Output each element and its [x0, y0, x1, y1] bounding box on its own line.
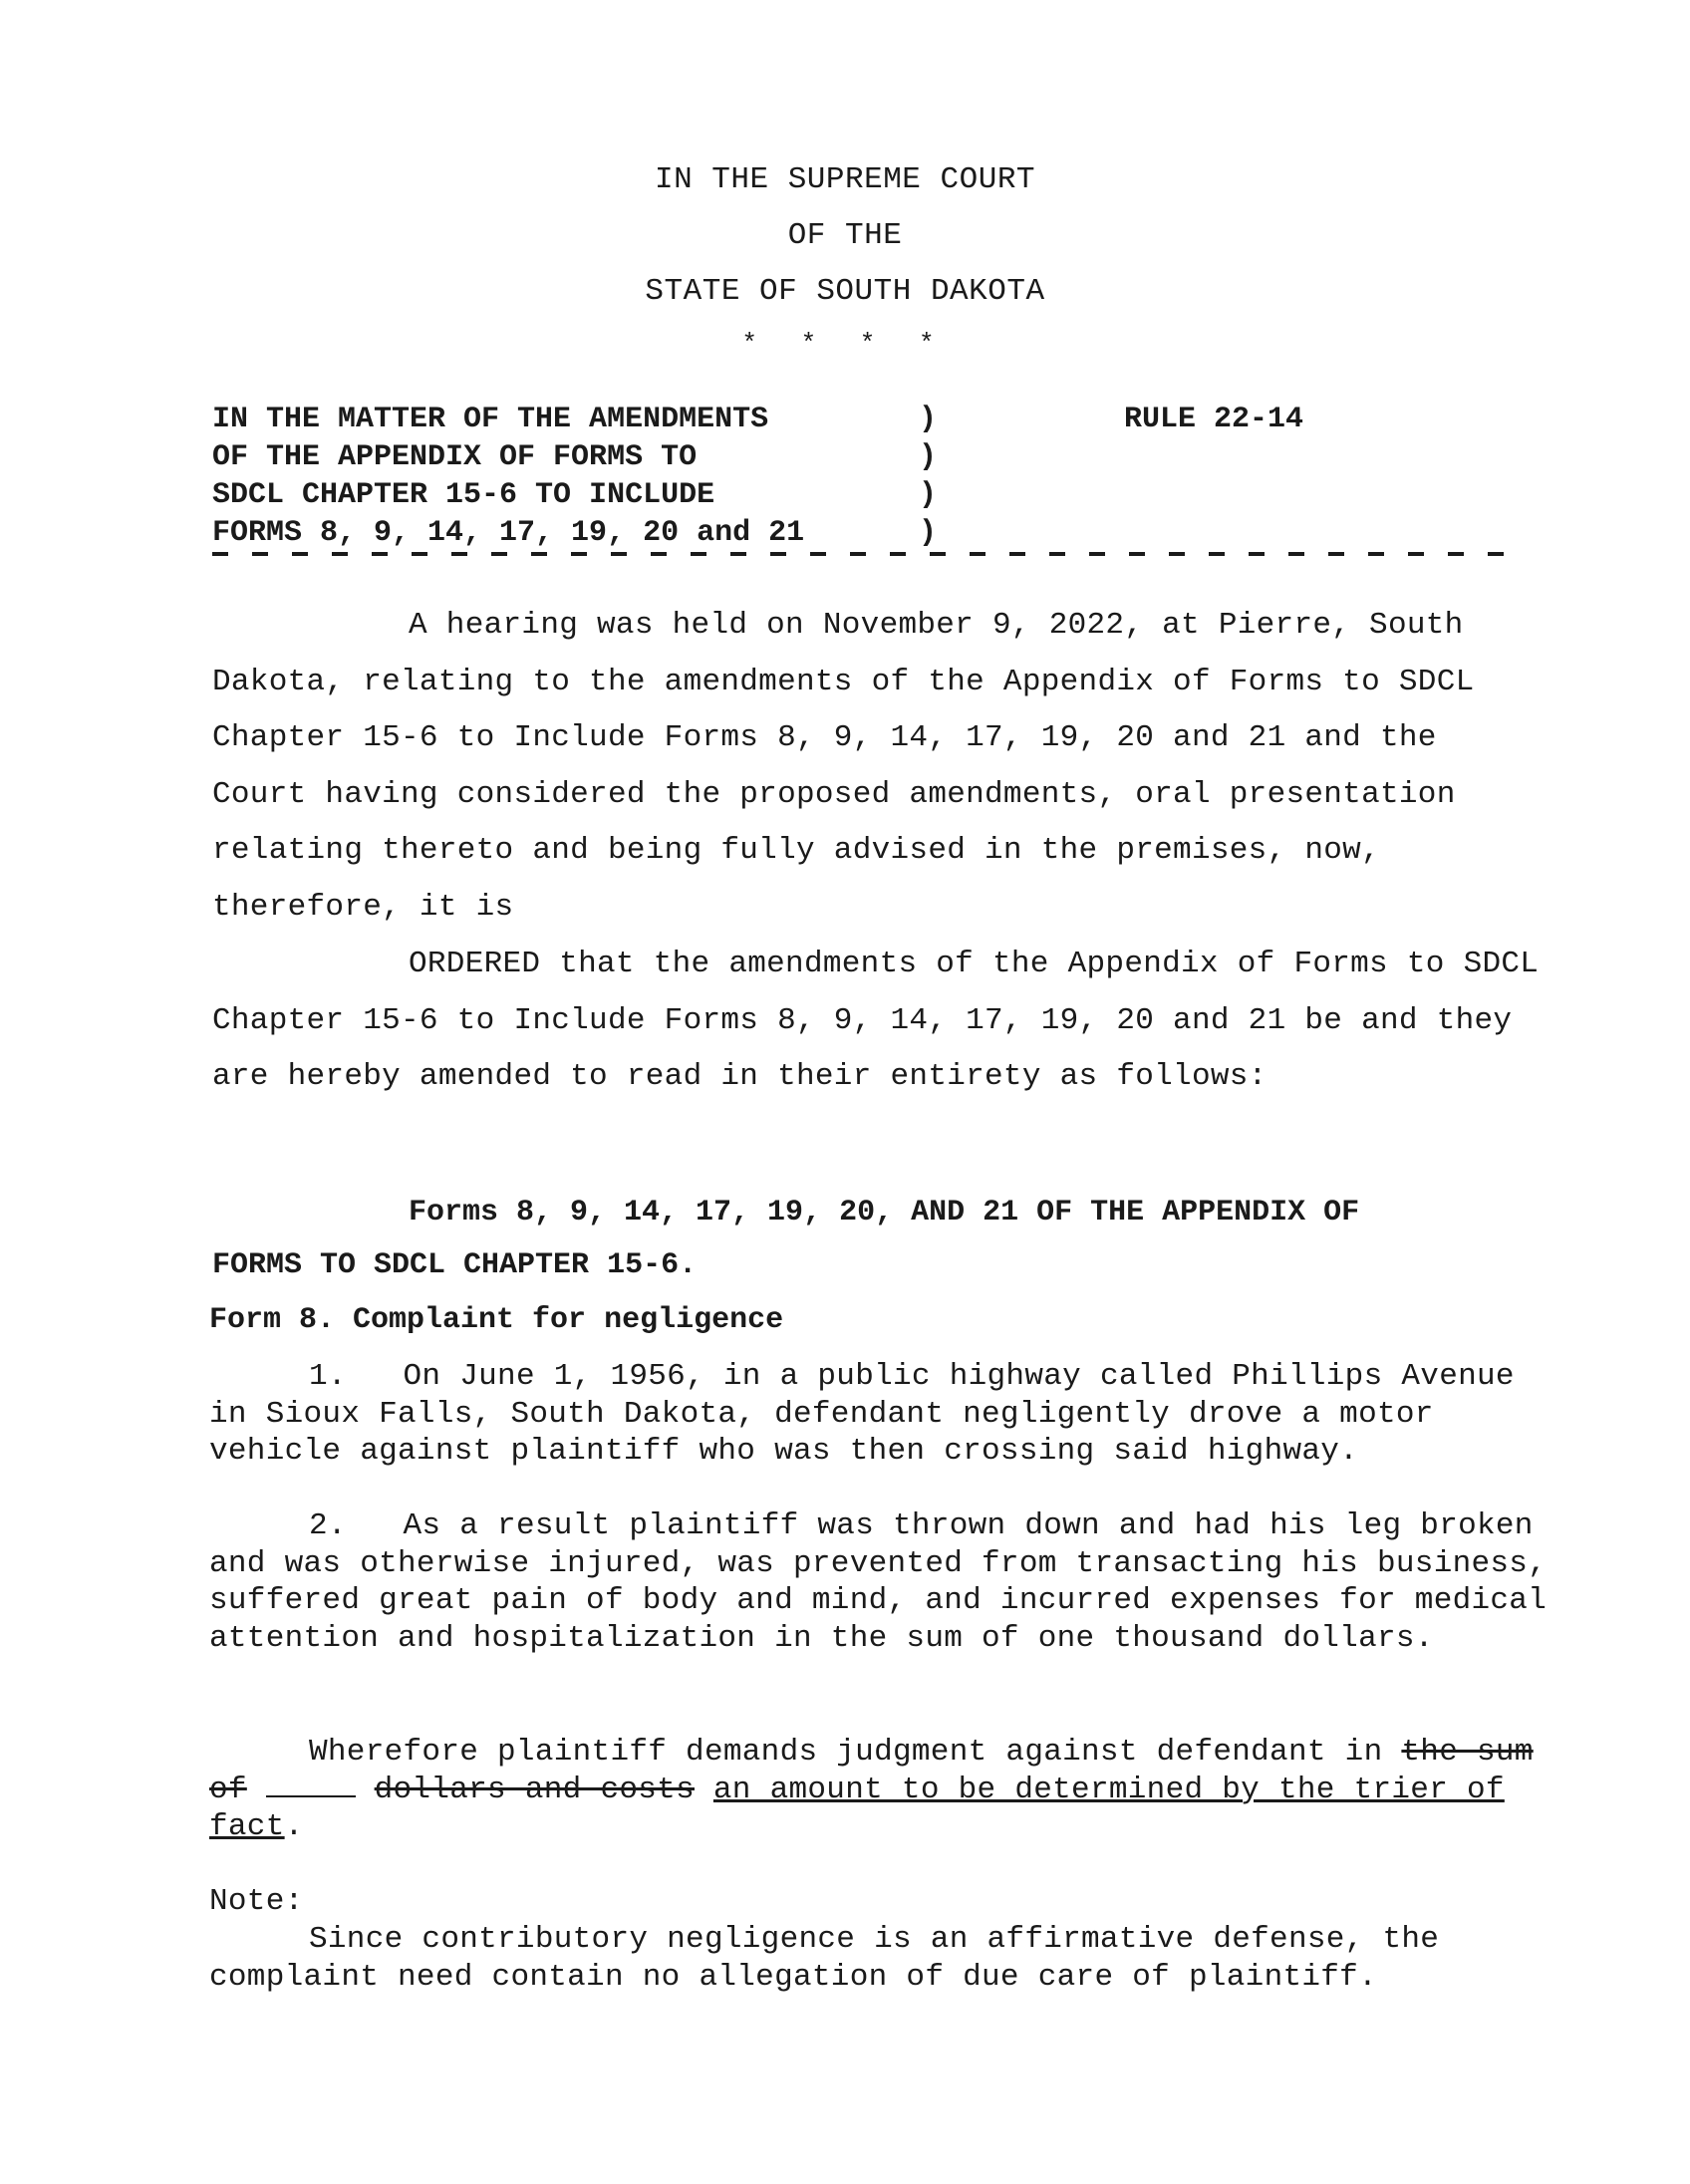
hearing-paragraph: A hearing was held on November 9, 2022, at Pierre, South Dakota, relating to the amendments of the Appendix of Forms to SDCL Chapter 15-6 to Include Forms 8, 9, 14, 17, 19, 20 and 21 and the Court having considered the proposed amendments, oral presentation relating thereto and being fully advised in the premises, now, therefore, it is [212, 608, 1475, 925]
caption-paren-3: ) [919, 478, 938, 512]
court-name-line1: IN THE SUPREME COURT [654, 162, 1036, 197]
ordered-paragraph: ORDERED that the amendments of the Appendix of Forms to SDCL Chapter 15-6 to Include Forms 8, 9, 14, 17, 19, 20 and 21 be and they are hereby amended to read in their entirety as follows: [212, 947, 1540, 1094]
forms-heading-line2: FORMS TO SDCL CHAPTER 15-6. [212, 1248, 698, 1282]
inserted-text: an amount to be determined by the trier of fact [209, 1772, 1505, 1844]
struck-text-2: dollars and costs [374, 1772, 695, 1807]
caption-divider [212, 552, 1508, 556]
form8-item-1: 1. On June 1, 1956, in a public highway called Phillips Avenue in Sioux Falls, South Dakota, defendant negligently drove a motor vehicle against plaintiff who was then crossing said highway. [209, 1359, 1515, 1469]
court-name-line3: STATE OF SOUTH DAKOTA [645, 274, 1045, 309]
caption-line-3: SDCL CHAPTER 15-6 TO INCLUDE [212, 478, 715, 512]
note-label: Note: [209, 1884, 304, 1919]
court-name-line2: OF THE [787, 218, 903, 253]
blank-line [266, 1774, 356, 1797]
struck-text: the sum of [209, 1735, 1534, 1807]
form8-title: Form 8. Complaint for negligence [209, 1303, 784, 1337]
caption-line-2: OF THE APPENDIX OF FORMS TO [212, 440, 698, 474]
caption-paren-2: ) [919, 440, 938, 474]
form8-item-2: 2. As a result plaintiff was thrown down and had his leg broken and was otherwise injured, was prevented from transacting his business, suffered great pain of body and mind, and incurred expenses for medical attention and hospitalization in the sum of one thousand dollars. [209, 1508, 1548, 1656]
caption-paren-4: ) [919, 516, 938, 550]
form8-wherefore: Wherefore plaintiff demands judgment against defendant in the sum of dollars and costs an amount to be determined by the trier of fact. [209, 1735, 1534, 1844]
caption-paren-1: ) [919, 403, 938, 436]
forms-heading-line1: Forms 8, 9, 14, 17, 19, 20, AND 21 OF THE APPENDIX OF [409, 1196, 1360, 1229]
note-text: Since contributory negligence is an affirmative defense, the complaint need contain no allegation of due care of plaintiff. [209, 1922, 1440, 1995]
separator-stars: * * * * [741, 329, 949, 359]
caption-line-1: IN THE MATTER OF THE AMENDMENTS [212, 403, 769, 436]
caption-line-4: FORMS 8, 9, 14, 17, 19, 20 and 21 [212, 516, 805, 550]
rule-number: RULE 22-14 [1124, 403, 1304, 436]
